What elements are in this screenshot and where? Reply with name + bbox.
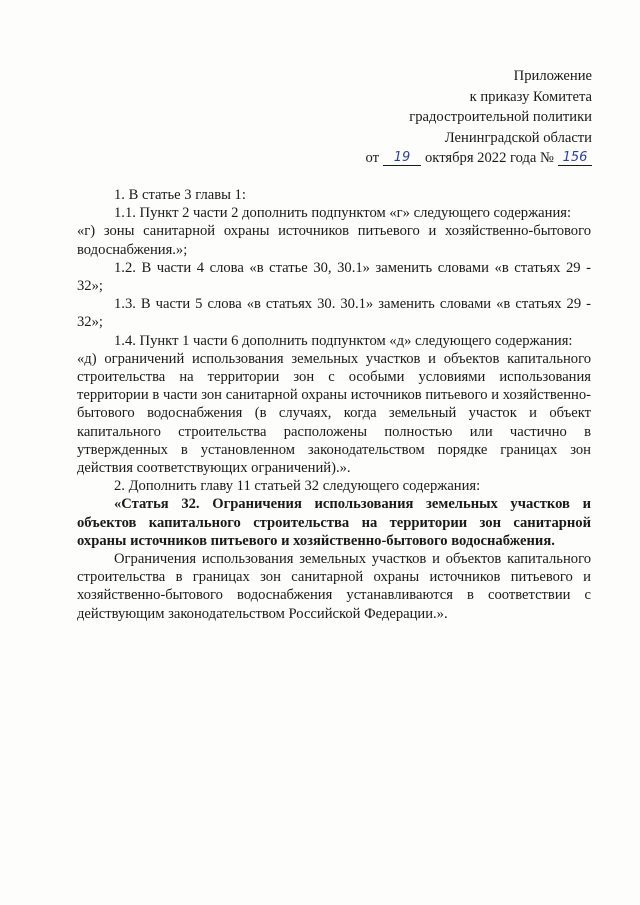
paragraph: 1. В статье 3 главы 1: (114, 187, 246, 203)
appendix-header (366, 66, 592, 169)
region-name: Ленинградской области (444, 129, 592, 146)
paragraph: 1.2. В части 4 слова «в статье 30, 30.1» заменить словами «в статьях 29 - 32»; (77, 259, 591, 295)
appendix-title: Приложение (513, 68, 592, 84)
committee-name: градостроительной политики (409, 109, 592, 126)
order-reference: к приказу Комитета (469, 88, 592, 105)
date-text: октября 2022 года № (425, 150, 554, 167)
paragraph: 1.1. Пункт 2 части 2 дополнить подпунктом «г» следующего содержания: (114, 205, 572, 222)
paragraph: 1.3. В части 5 слова «в статьях 30. 30.1» заменить словами «в статьях 29 - 32»; (77, 296, 591, 331)
paragraph: Ограничения использования земельных участков и объектов капитального строительства в границах зон санитарной охраны источников питьевого и хозяйственно-бытового водоснабжения устанавливаются в соответствии с действующим законодательством Российской Федерации.». (77, 551, 591, 622)
paragraph: «д) ограничений использования земельных участков и объектов капитального строительства на территории зон с особыми условиями использования территории в части зон санитарной охраны источников питьевого и хозяйственно-бытового водоснабжения (в случаях, когда земельный участок и объект капитального строительства расположены полностью или частично в утвержденных в установленном законодательством порядке границах зон действия соответствующих ограничений).». (77, 350, 591, 477)
paragraph: «г) зоны санитарной охраны источников питьевого и хозяйственно-бытового водоснабжения.»; (77, 223, 591, 258)
handwritten-order-number: 156 (558, 150, 592, 166)
document-body (77, 186, 591, 623)
handwritten-day: 19 (383, 150, 421, 166)
paragraph: 2. Дополнить главу 11 статьей 32 следующего содержания: (114, 478, 481, 495)
paragraph: 1.4. Пункт 1 части 6 дополнить подпунктом «д» следующего содержания: (114, 332, 573, 349)
order-date-line (366, 148, 592, 169)
article-heading: «Статья 32. Ограничения использования земельных участков и объектов капитального строительства на территории зон санитарной охраны источников питьевого и хозяйственно-бытового водоснабжения. (77, 496, 591, 549)
date-prefix: от (365, 150, 379, 167)
